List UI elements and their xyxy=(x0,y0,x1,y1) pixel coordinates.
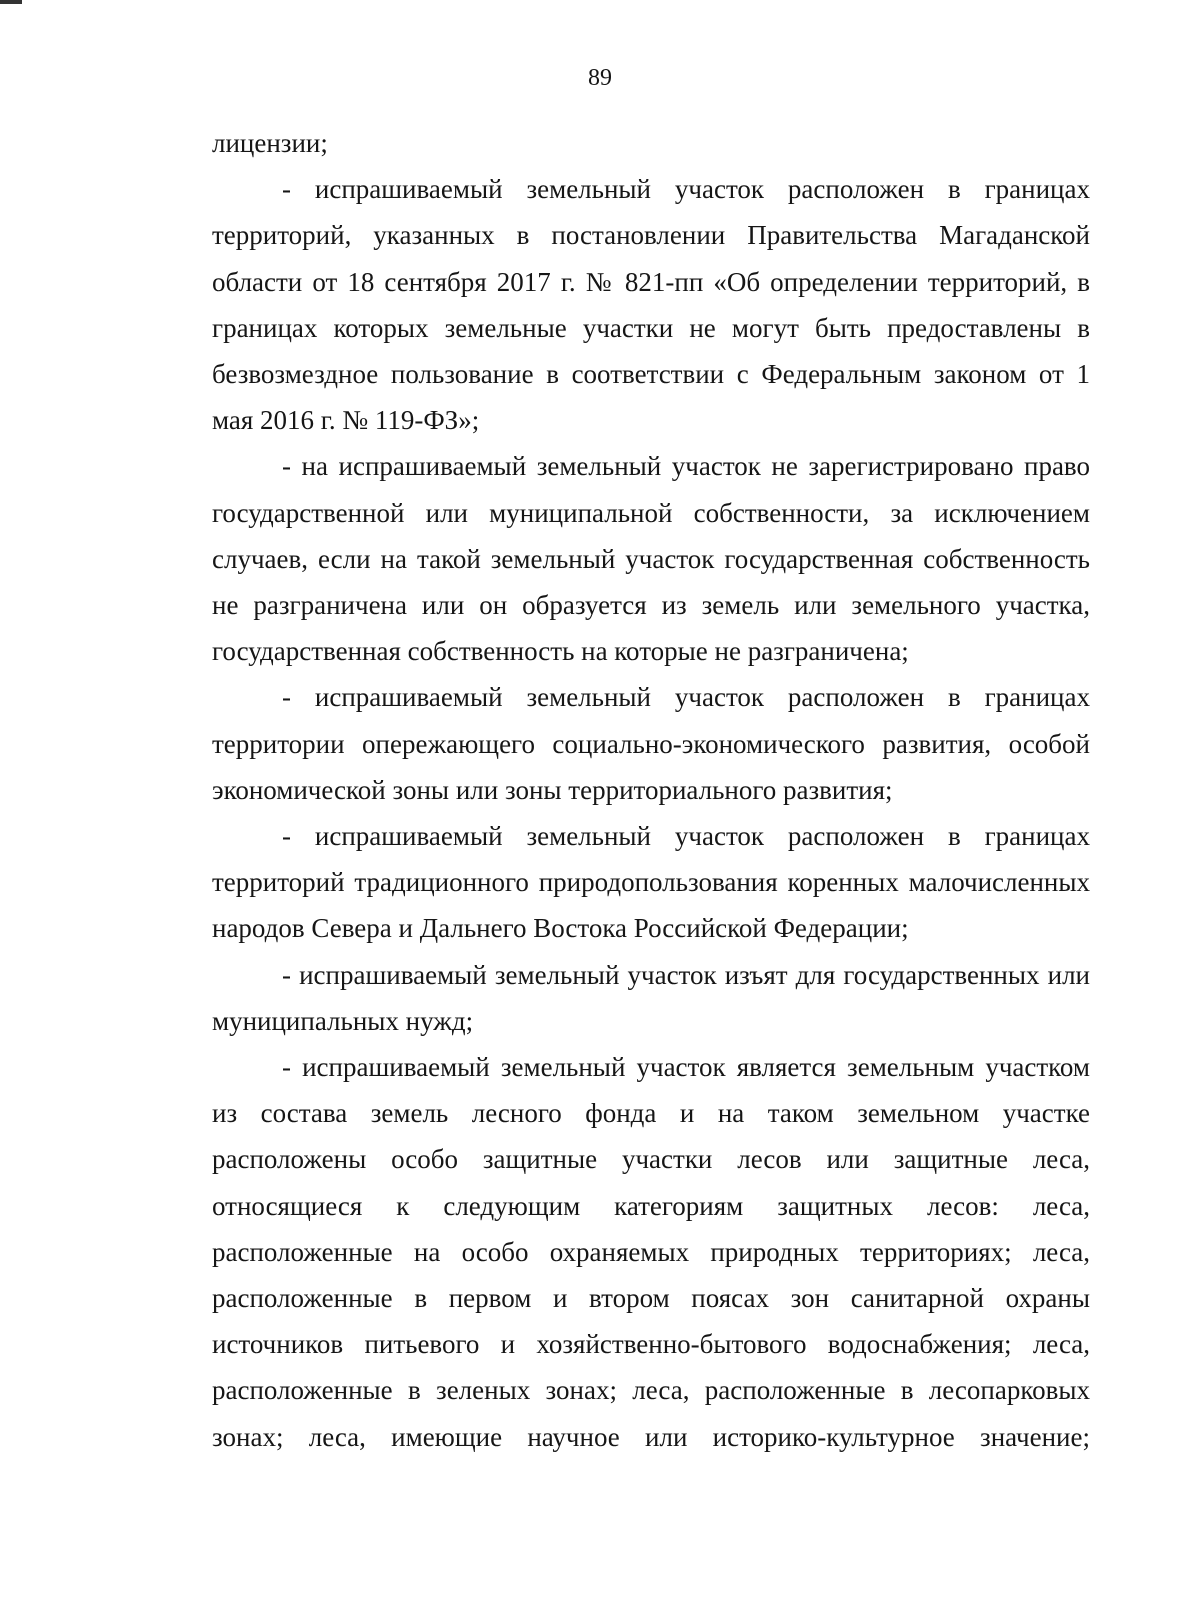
paragraph-license-continuation: лицензии; xyxy=(212,128,328,158)
paragraph-seized-land: - испрашиваемый земельный участок изъят для государственных или муниципальных нужд; xyxy=(212,959,1090,1036)
paragraph-territories-resolution: - испрашиваемый земельный участок расположен в границах территорий, указанных в постановлении Правительства Магаданской области от 18 сентября 2017 г. № 821-пп «Об определении территорий, в границах которых земельные участки не могут быть предоставлены в безвозмездное пользование в соответствии с Федеральным законом от 1 мая 2016 г. № 119-ФЗ»; xyxy=(212,174,1090,436)
paragraph-forest-fund: - испрашиваемый земельный участок является земельным участком из состава земель лесного фонда и на таком земельном участке расположены особо защитные участки лесов или защитные леса, относящиеся к следующим категориям защитных лесов: леса, расположенные на особо охраняемых природных территориях; леса, расположенные в первом и втором поясах зон санитарной охраны источников питьевого и хозяйственно-бытового водоснабжения; леса, расположенные в зеленых зонах; леса, расположенные в лесопарковых зонах; леса, имеющие научное или историко-культурное значение; xyxy=(212,1052,1090,1452)
paragraph-development-zone: - испрашиваемый земельный участок расположен в границах территории опережающего социально-экономического развития, особой экономической зоны или зоны территориального развития; xyxy=(212,682,1090,805)
page-number: 89 xyxy=(588,65,612,91)
scan-corner-mark xyxy=(0,0,22,4)
document-body xyxy=(212,120,1090,1460)
paragraph-property-not-registered: - на испрашиваемый земельный участок не зарегистрировано право государственной или муниципальной собственности, за исключением случаев, если на такой земельный участок государственная собственность не разграничена или он образуется из земель или земельного участка, государственная собственность на которые не разграничена; xyxy=(212,451,1090,667)
paragraph-indigenous-territories: - испрашиваемый земельный участок расположен в границах территорий традиционного природопользования коренных малочисленных народов Севера и Дальнего Востока Российской Федерации; xyxy=(212,821,1090,944)
